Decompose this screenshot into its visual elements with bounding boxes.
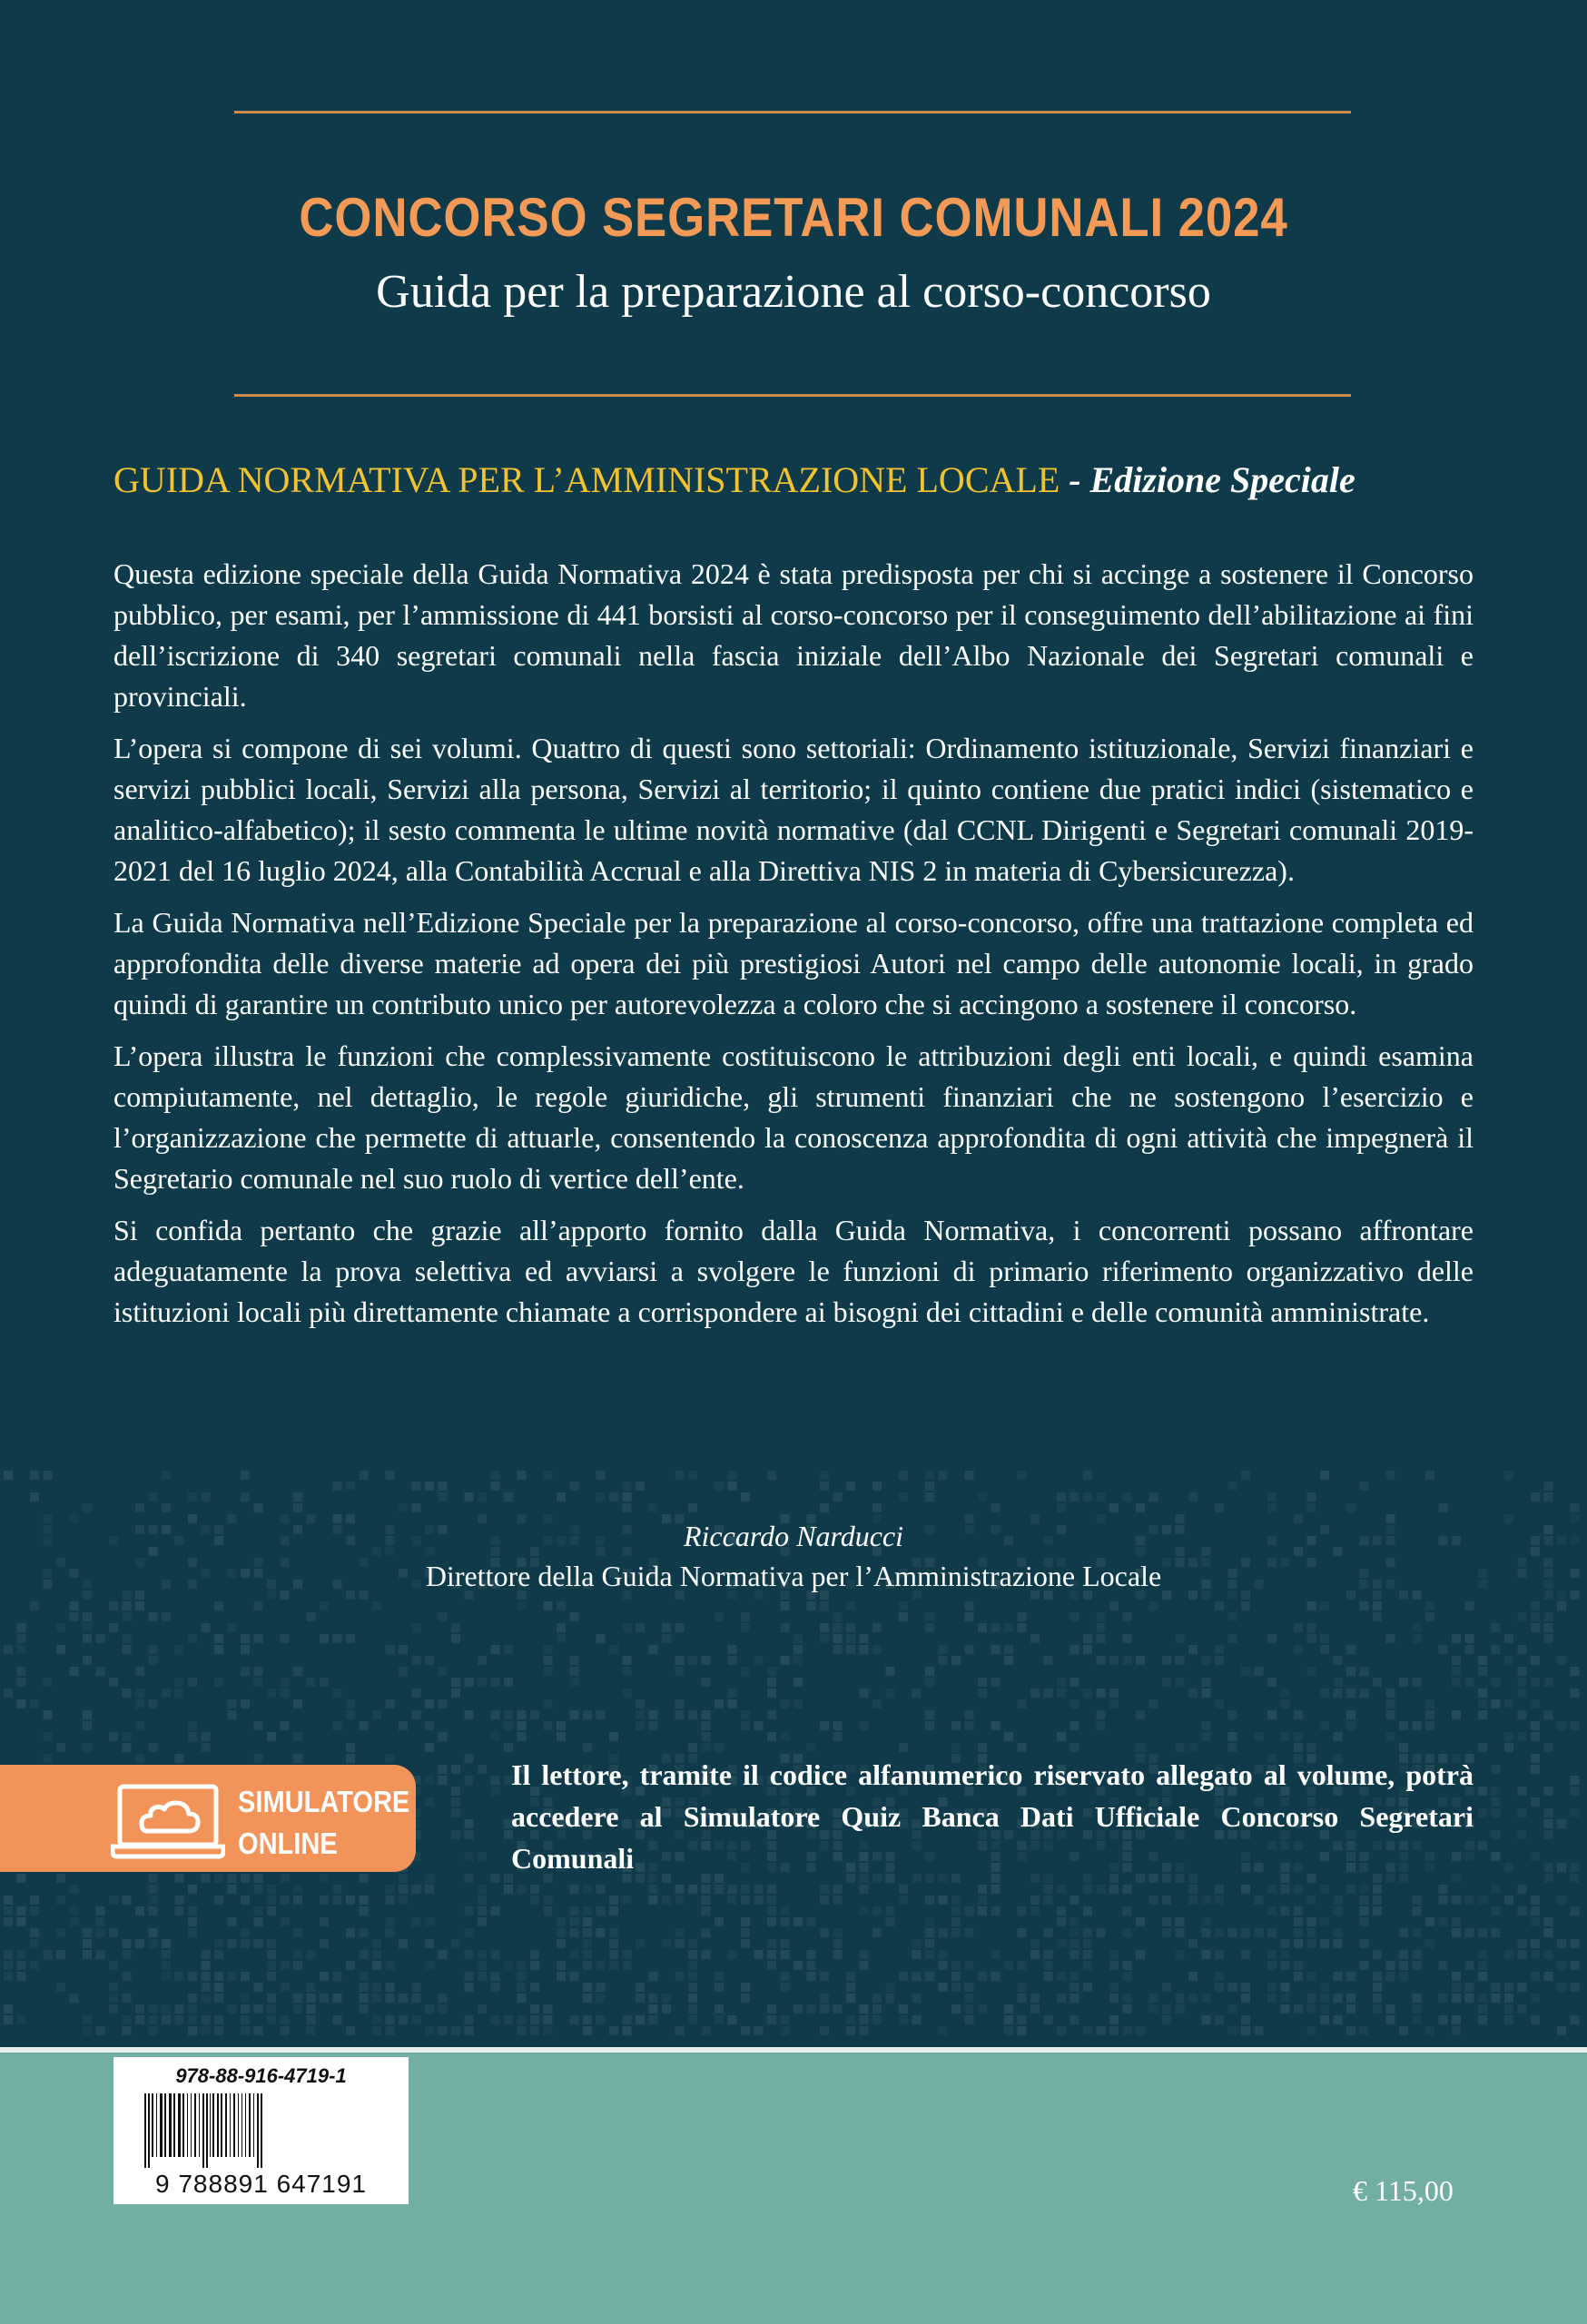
series-separator: - [1060, 459, 1090, 500]
simulator-label-line1: SIMULATORE [238, 1785, 410, 1818]
paragraph: La Guida Normativa nell’Edizione Speciale per la preparazione al corso-concorso, offre una trattazione completa ed approfondita delle diverse materie ad opera dei più prestigiosi Autori nel campo delle autonomie locali, in grado quindi di garantire un contributo unico per autorevolezza a coloro che si accingono a sostenere il concorso. [113, 906, 1474, 1020]
cover-subtitle: Guida per la preparazione al corso-concorso [376, 266, 1211, 318]
simulator-badge [0, 1765, 416, 1872]
paragraph: Si confida pertanto che grazie all’apporto fornito dalla Guida Normativa, i concorrenti possano affrontare adeguatamente la prova selettiva ed avviarsi a svolgere le funzioni di primario riferimento organizzativo delle istituzioni locali più direttamente chiamate a corrispondere ai bisogni dei cittadini e delle comunità amministrate. [113, 1214, 1474, 1328]
simulator-description: Il lettore, tramite il codice alfanumerico riservato allegato al volume, potrà accedere al Simulatore Quiz Banca Dati Ufficiale Concorso Segretari Comunali [511, 1758, 1474, 1875]
signature-role: Direttore della Guida Normativa per l’Amministrazione Locale [425, 1560, 1162, 1592]
series-name: GUIDA NORMATIVA PER L’AMMINISTRAZIONE LOCALE [113, 459, 1060, 500]
barcode-bars [113, 2093, 409, 2168]
laptop-cloud-icon [111, 1781, 225, 1859]
cover-title: CONCORSO SEGRETARI COMUNALI 2024 [299, 187, 1288, 248]
signature-block [0, 1516, 1587, 1596]
top-rule [234, 111, 1351, 113]
description-text [113, 554, 1474, 1344]
price-label: € 115,00 [1353, 2174, 1454, 2207]
signature-name: Riccardo Narducci [683, 1520, 903, 1552]
paragraph: Questa edizione speciale della Guida Normativa 2024 è stata predisposta per chi si accinge a sostenere il Concorso pubblico, per esami, per l’ammissione di 441 borsisti al corso-concorso per il conseguimento dell’abilitazione ai fini dell’iscrizione di 340 segretari comunali nella fascia iniziale dell’Albo Nazionale dei Segretari comunali e provinciali. [113, 557, 1474, 713]
paragraph: L’opera si compone di sei volumi. Quattro di questi sono settoriali: Ordinamento istituzionale, Servizi finanziari e servizi pubblici locali, Servizi alla persona, Servizi al territorio; il quinto contiene due pratici indici (sistematico e analitico-alfabetico); il sesto commenta le ultime novità normative (dal CCNL Dirigenti e Segretari comunali 2019-2021 del 16 luglio 2024, alla Contabilità Accrual e alla Direttiva NIS 2 in materia di Cybersicurezza). [113, 732, 1474, 887]
series-heading [113, 458, 1475, 501]
isbn-barcode [113, 2057, 409, 2204]
edition-label: Edizione Speciale [1089, 459, 1355, 500]
paragraph: L’opera illustra le funzioni che complessivamente costituiscono le attribuzioni degli enti locali, e quindi esamina compiutamente, nel dettaglio, le regole giuridiche, gli strumenti finanziari che ne sostengono l’esercizio e l’organizzazione che permette di attuarle, consentendo la conoscenza approfondita di ogni attività che impegnerà il Segretario comunale nel suo ruolo di vertice dell’ente. [113, 1039, 1474, 1195]
simulator-label-line2: ONLINE [238, 1827, 338, 1860]
isbn-number: 978-88-916-4719-1 [175, 2064, 347, 2087]
simulator-label [238, 1781, 410, 1865]
barcode-digits: 9 788891 647191 [155, 2170, 367, 2198]
bottom-rule [234, 394, 1351, 397]
